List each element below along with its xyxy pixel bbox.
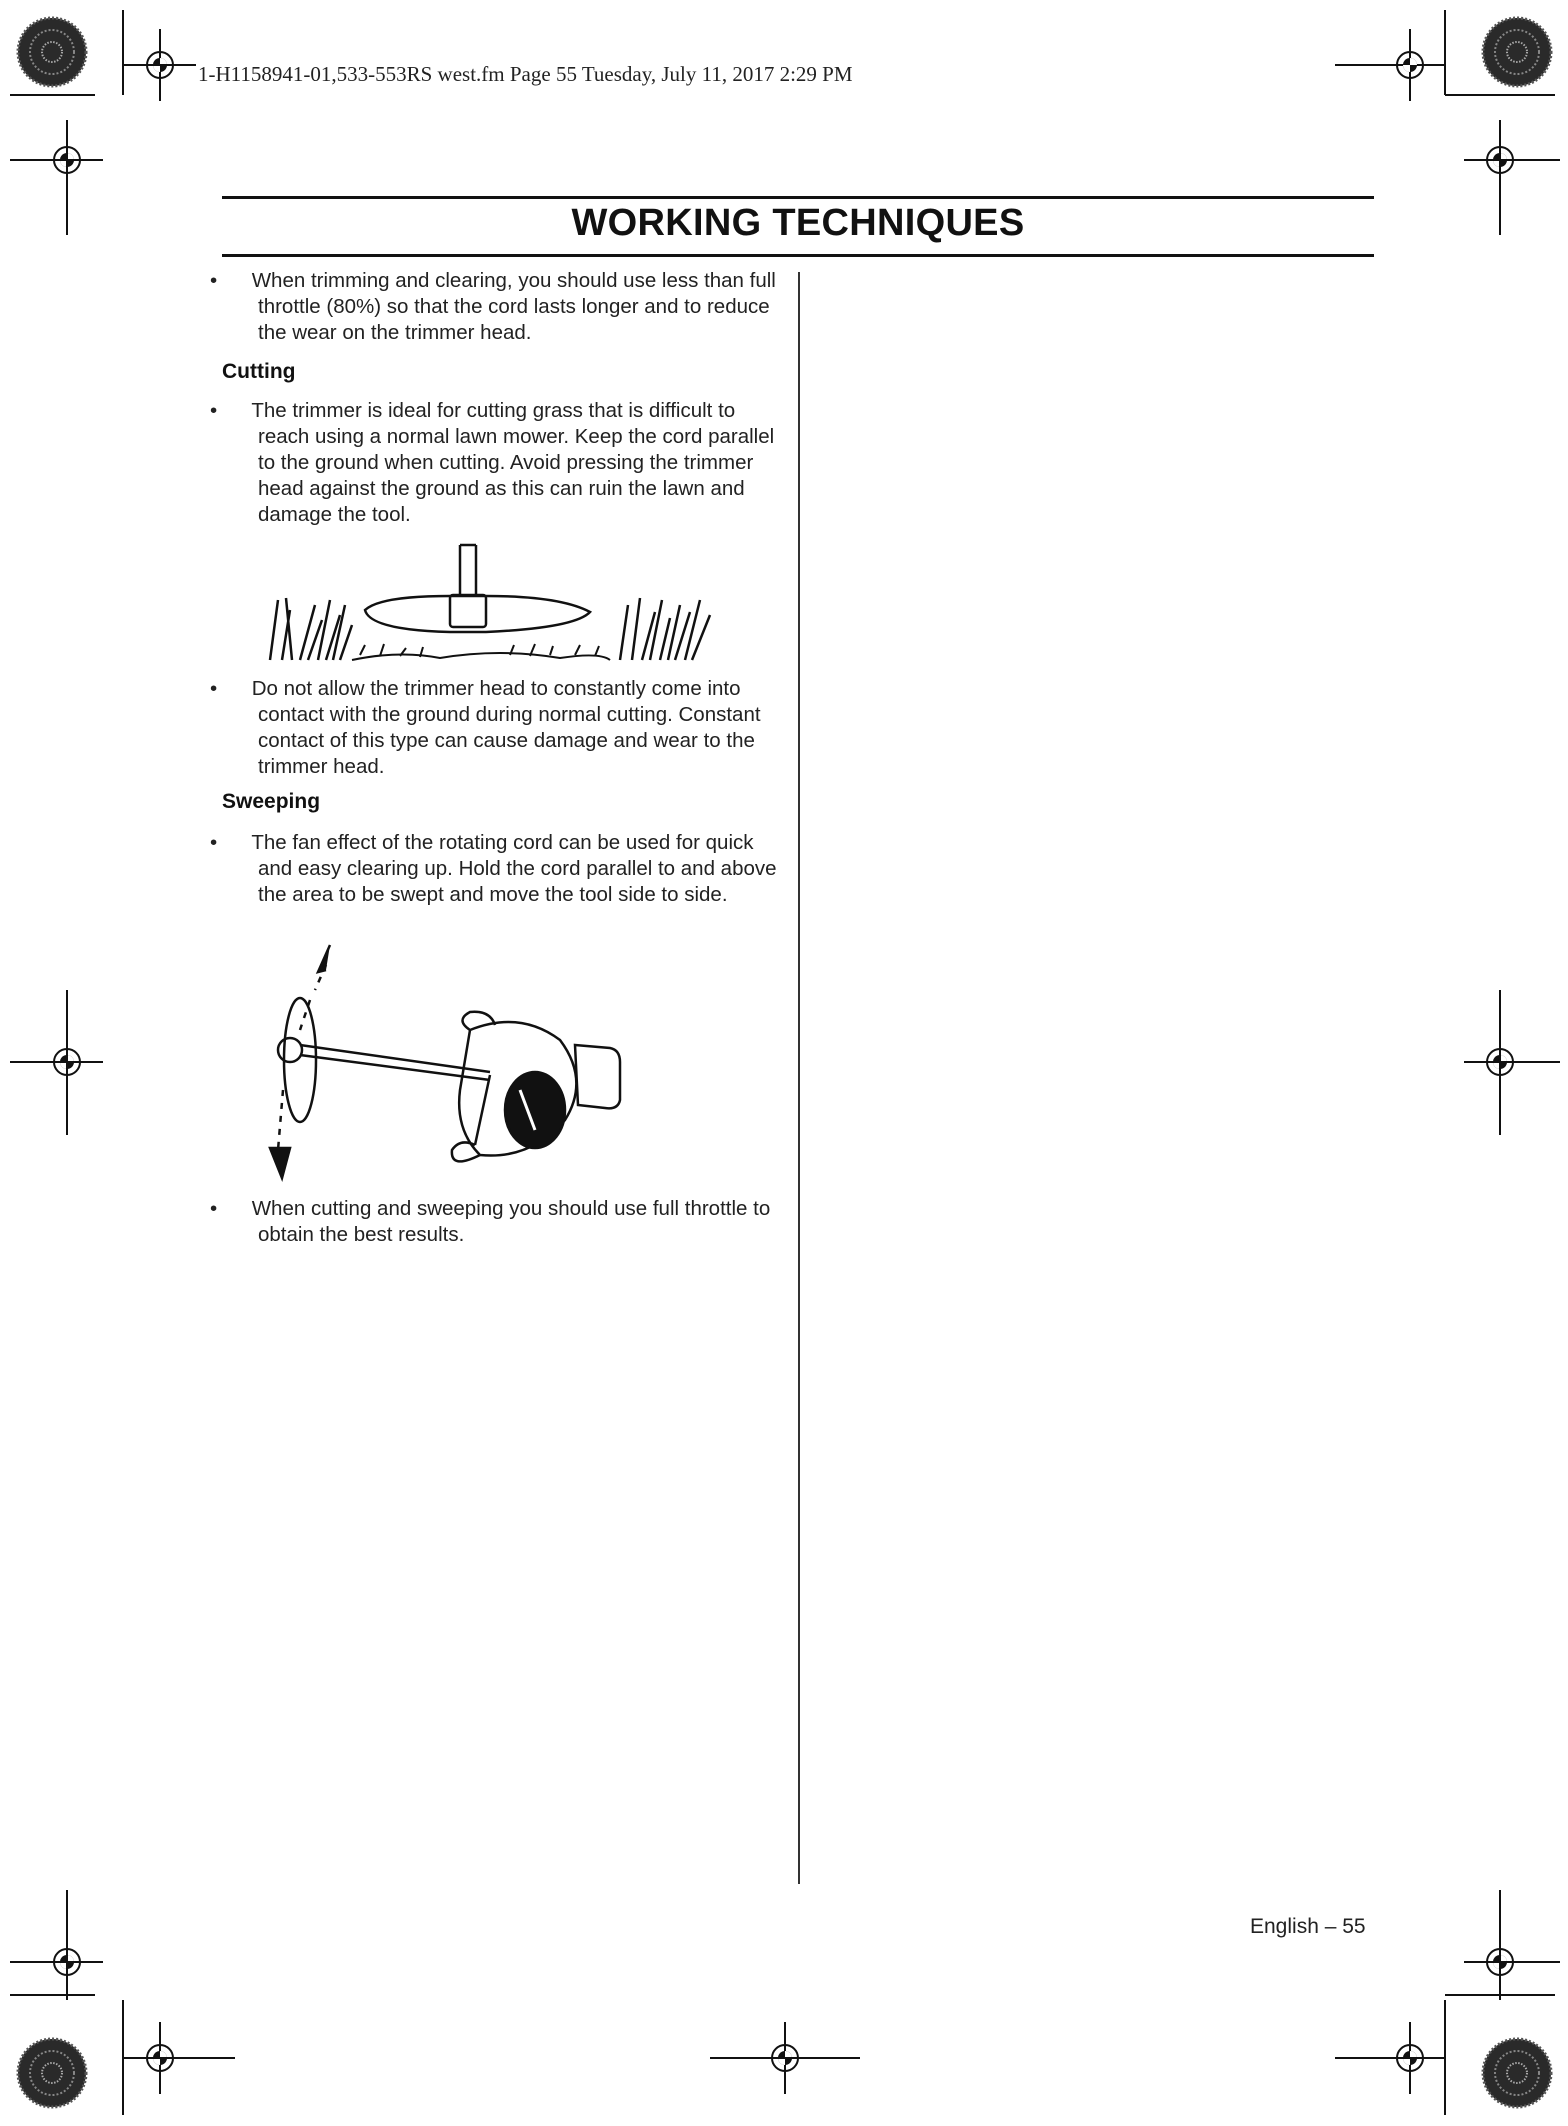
intro-bullet: • When trimming and clearing, you should use less than full throttle (80%) so that the cord lasts longer and to reduce the wear on the trimmer head. xyxy=(210,269,776,344)
cutting-bullet-1: • The trimmer is ideal for cutting grass that is difficult to reach using a normal lawn mower. Keep the cord parallel to the ground when cutting. Avoid pressing the trimmer head against the ground as this can ruin the lawn and damage the tool. xyxy=(210,399,775,526)
cutting-bullet-2: • Do not allow the trimmer head to constantly come into contact with the ground during normal cutting. Constant contact of this type can cause damage and wear to the trimmer head. xyxy=(210,677,761,778)
color-wheel-icon xyxy=(18,18,86,86)
title-bottom-rule xyxy=(222,254,1374,257)
page-footer: English – 55 xyxy=(1250,1915,1366,1938)
column-divider xyxy=(798,272,800,1884)
color-wheel-icon xyxy=(1483,18,1551,86)
color-wheel-icon xyxy=(18,2039,86,2107)
registration-mark-icon xyxy=(1374,29,1446,101)
cutting-heading: Cutting xyxy=(222,360,296,383)
color-wheel-icon xyxy=(1483,2039,1551,2107)
title-top-rule xyxy=(222,196,1374,199)
section-title: WORKING TECHNIQUES xyxy=(571,202,1025,244)
sweeping-heading: Sweeping xyxy=(222,790,321,813)
trimmer-grass-illustration xyxy=(270,545,710,660)
file-slug-line: 1-H1158941-01,533-553RS west.fm Page 55 Tuesday, July 11, 2017 2:29 PM xyxy=(198,62,853,86)
sweeping-bullet-1: • The fan effect of the rotating cord can be used for quick and easy clearing up. Hold the cord parallel to and above the area to be swept and move the tool side to side. xyxy=(210,831,777,906)
sweeping-illustration xyxy=(270,945,620,1178)
sweeping-bullet-2: • When cutting and sweeping you should use full throttle to obtain the best results. xyxy=(210,1197,771,1246)
